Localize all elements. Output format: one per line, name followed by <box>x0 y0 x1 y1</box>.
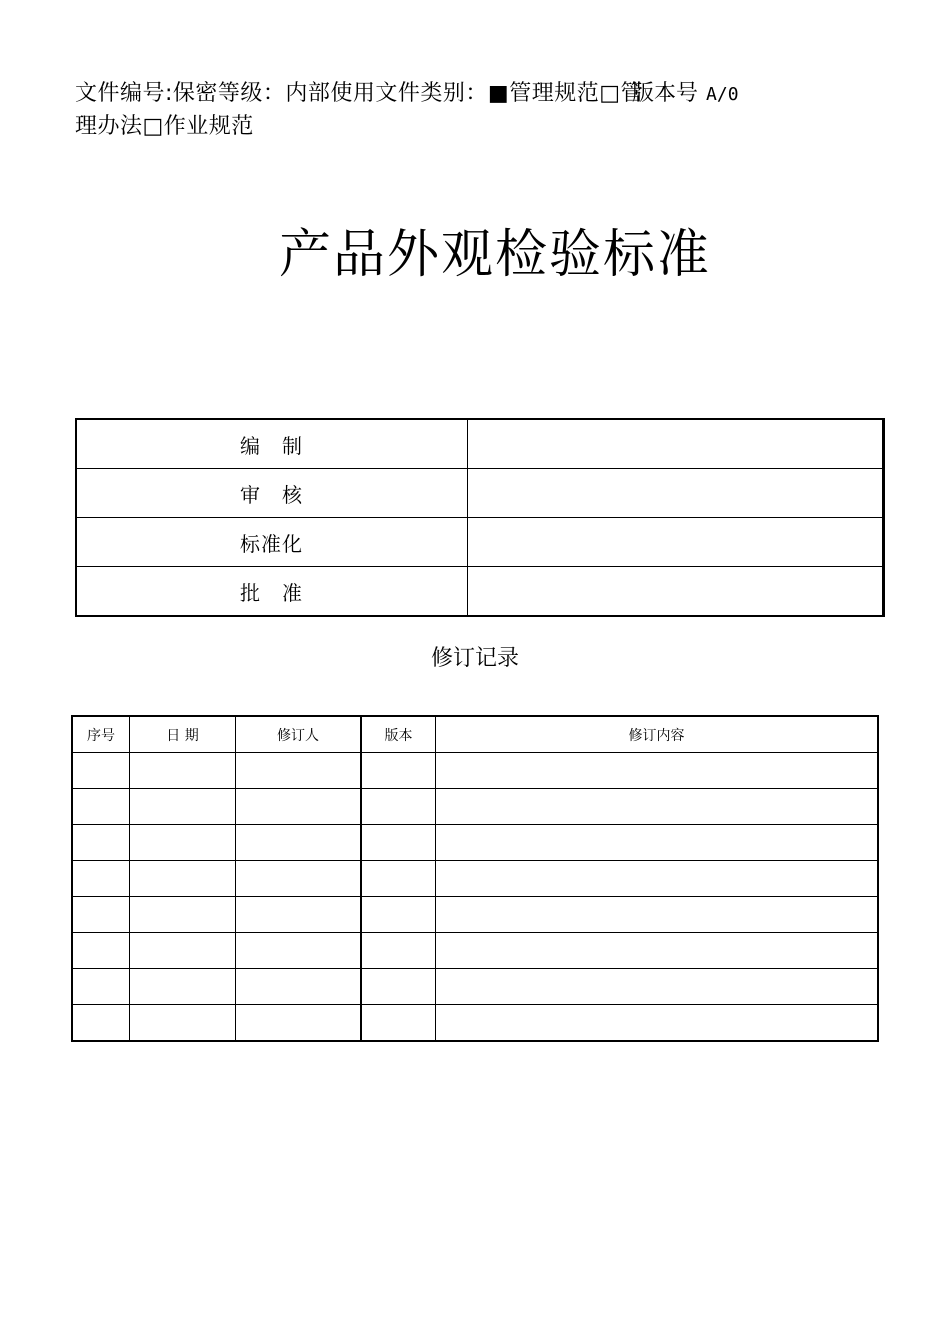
approval-row <box>76 469 884 518</box>
table-row <box>72 825 878 861</box>
approval-value-reviewed[interactable] <box>467 469 884 518</box>
approval-row <box>76 419 884 469</box>
cell-content[interactable] <box>436 753 879 789</box>
table-row <box>72 897 878 933</box>
cell-version[interactable] <box>361 933 436 969</box>
version-label: 版本号 <box>632 81 699 106</box>
cell-reviser[interactable] <box>236 753 362 789</box>
table-row <box>72 861 878 897</box>
approval-value-prepared[interactable] <box>467 419 884 469</box>
cell-seq[interactable] <box>72 789 130 825</box>
cell-content[interactable] <box>436 861 879 897</box>
cell-version[interactable] <box>361 897 436 933</box>
cell-content[interactable] <box>436 969 879 1005</box>
cell-seq[interactable] <box>72 933 130 969</box>
cell-seq[interactable] <box>72 753 130 789</box>
document-meta-line-1: 文件编号:保密等级：内部使用文件类别：■管理规范□管 <box>75 81 643 106</box>
cell-reviser[interactable] <box>236 897 362 933</box>
approval-row <box>76 567 884 617</box>
cell-content[interactable] <box>436 897 879 933</box>
cell-content[interactable] <box>436 789 879 825</box>
document-meta-line-2: 理办法□作业规范 <box>75 114 254 139</box>
cell-date[interactable] <box>130 969 236 1005</box>
revision-record-table <box>71 715 879 1042</box>
column-header-content: 修订内容 <box>436 716 879 753</box>
cell-reviser[interactable] <box>236 969 362 1005</box>
cell-reviser[interactable] <box>236 789 362 825</box>
approval-value-approved[interactable] <box>467 567 884 617</box>
cell-content[interactable] <box>436 1005 879 1042</box>
revision-header-row <box>72 716 878 753</box>
cell-content[interactable] <box>436 933 879 969</box>
column-header-reviser: 修订人 <box>236 716 362 753</box>
approval-label-reviewed: 审 核 <box>76 469 467 518</box>
table-row <box>72 969 878 1005</box>
cell-date[interactable] <box>130 789 236 825</box>
column-header-seq: 序号 <box>72 716 130 753</box>
cell-version[interactable] <box>361 969 436 1005</box>
version-value: A/0 <box>706 84 739 105</box>
cell-seq[interactable] <box>72 897 130 933</box>
cell-date[interactable] <box>130 1005 236 1042</box>
column-header-date: 日 期 <box>130 716 236 753</box>
cell-reviser[interactable] <box>236 825 362 861</box>
cell-seq[interactable] <box>72 969 130 1005</box>
table-row <box>72 1005 878 1042</box>
cell-date[interactable] <box>130 753 236 789</box>
cell-version[interactable] <box>361 789 436 825</box>
revision-record-title: 修订记录 <box>430 646 519 671</box>
cell-date[interactable] <box>130 897 236 933</box>
cell-content[interactable] <box>436 825 879 861</box>
cell-reviser[interactable] <box>236 933 362 969</box>
approval-label-standardized: 标准化 <box>76 518 467 567</box>
approval-value-standardized[interactable] <box>467 518 884 567</box>
cell-seq[interactable] <box>72 825 130 861</box>
table-row <box>72 933 878 969</box>
cell-date[interactable] <box>130 933 236 969</box>
cell-version[interactable] <box>361 861 436 897</box>
cell-version[interactable] <box>361 1005 436 1042</box>
cell-version[interactable] <box>361 825 436 861</box>
cell-reviser[interactable] <box>236 861 362 897</box>
cell-date[interactable] <box>130 861 236 897</box>
cell-seq[interactable] <box>72 1005 130 1042</box>
approval-label-approved: 批 准 <box>76 567 467 617</box>
table-row <box>72 789 878 825</box>
cell-seq[interactable] <box>72 861 130 897</box>
approval-row <box>76 518 884 567</box>
document-title: 产品外观检验标准 <box>278 225 711 285</box>
version-info <box>632 80 739 109</box>
cell-version[interactable] <box>361 753 436 789</box>
approval-label-prepared: 编 制 <box>76 419 467 469</box>
table-row <box>72 753 878 789</box>
approval-table <box>75 418 885 617</box>
column-header-version: 版本 <box>361 716 436 753</box>
cell-reviser[interactable] <box>236 1005 362 1042</box>
cell-date[interactable] <box>130 825 236 861</box>
